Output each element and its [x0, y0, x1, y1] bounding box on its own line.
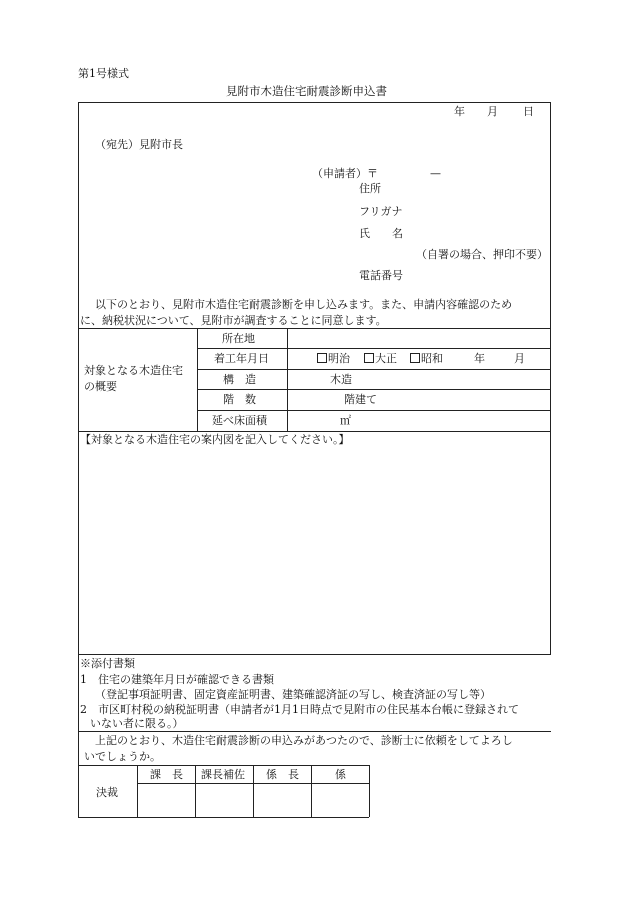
table-row-line-3 [197, 389, 551, 390]
date-year: 年 [454, 105, 465, 118]
floors-value: 階建て [344, 393, 377, 406]
construction-year-unit: 年 [474, 352, 485, 365]
form-title: 見附市木造住宅耐震診断申込書 [226, 84, 387, 98]
table-col-divider-2 [287, 328, 288, 431]
floors-label: 階 数 [223, 393, 256, 406]
table-bottom-line [78, 431, 551, 432]
phone-label: 電話番号 [359, 269, 403, 282]
checkbox-showa[interactable] [410, 353, 420, 363]
approval-text-line1: 上記のとおり、木造住宅耐震診断の申込みがあつたので、診断士に依頼をしてよろし [95, 734, 513, 747]
era-meiji-label: 明治 [328, 352, 350, 365]
table-row-line-4 [197, 410, 551, 411]
date-day: 日 [523, 105, 534, 118]
stamp-box-kakari[interactable] [312, 784, 369, 817]
postal-dash: — [430, 167, 441, 180]
approval-col-kacho: 課 長 [150, 768, 183, 781]
form-number: 第1号様式 [78, 67, 129, 80]
structure-value: 木造 [330, 373, 352, 386]
target-label-line2: の概要 [84, 380, 117, 393]
name-label: 氏 名 [359, 227, 403, 240]
era-showa[interactable] [410, 353, 443, 364]
approval-col-kakari: 係 [335, 768, 346, 781]
target-label-line1: 対象となる木造住宅 [84, 364, 183, 377]
attachments-heading: ※添付書類 [80, 657, 135, 670]
decision-label: 決裁 [96, 786, 118, 799]
table-row-line-2 [197, 369, 551, 370]
floor-area-unit: ㎡ [340, 414, 351, 427]
approval-col-5 [369, 765, 370, 817]
outer-top-line [78, 102, 551, 103]
checkbox-taisho[interactable] [364, 353, 374, 363]
stamp-box-kacho[interactable] [138, 784, 195, 817]
outer-right-line [550, 102, 551, 655]
floor-area-label: 延べ床面積 [212, 414, 267, 427]
outer-left-line [78, 102, 79, 817]
construction-date-label: 着工年月日 [214, 352, 269, 365]
table-col-divider-1 [197, 328, 198, 431]
approval-col-kacho-hosa: 課長補佐 [201, 768, 245, 781]
seal-note: （自署の場合、押印不要） [416, 248, 548, 261]
outer-bottom-line [78, 817, 369, 818]
stamp-box-kacho-hosa[interactable] [196, 784, 253, 817]
statement-line1: 以下のとおり、見附市木造住宅耐震診断を申し込みます。また、申請内容確認のため [95, 298, 513, 311]
attachment-item2-line2: いない者に限る。） [90, 717, 184, 730]
address-label: 住所 [359, 182, 381, 195]
checkbox-meiji[interactable] [317, 353, 327, 363]
era-meiji[interactable] [317, 353, 350, 364]
statement-line2: に、納税状況について、見附市が調査することに同意します。 [80, 314, 387, 327]
addressee: （宛先）見附市長 [95, 138, 183, 151]
attachment-item2-line1: 2 市区町村税の納税証明書（申請者が1月1日時点で見附市の住民基本台帳に登録されて [80, 703, 519, 716]
table-top-line [78, 328, 551, 329]
era-taisho[interactable] [364, 353, 397, 364]
structure-label: 構 造 [223, 373, 256, 386]
applicant-label: （申請者）〒 [312, 167, 378, 180]
approval-text-line2: いでしょうか。 [84, 750, 161, 763]
approval-table-top-line [78, 765, 369, 766]
table-row-line-1 [197, 348, 551, 349]
date-month: 月 [487, 105, 498, 118]
construction-month-unit: 月 [514, 352, 525, 365]
attachment-item1: 1 住宅の建築年月日が確認できる書類 [80, 673, 274, 686]
map-bottom-line [78, 654, 551, 655]
era-showa-label: 昭和 [421, 352, 443, 365]
attachment-item1-detail: （登記事項証明書、固定資産証明書、建築確認済証の写し、検査済証の写し等） [95, 688, 491, 701]
stamp-box-kakaricho[interactable] [254, 784, 311, 817]
era-taisho-label: 大正 [375, 352, 397, 365]
approval-col-kakaricho: 係 長 [266, 768, 299, 781]
furigana-label: フリガナ [359, 205, 403, 218]
map-instruction: 【対象となる木造住宅の案内図を記入してください。】 [80, 433, 350, 446]
approval-top-line [78, 731, 551, 732]
location-label: 所在地 [222, 332, 255, 345]
